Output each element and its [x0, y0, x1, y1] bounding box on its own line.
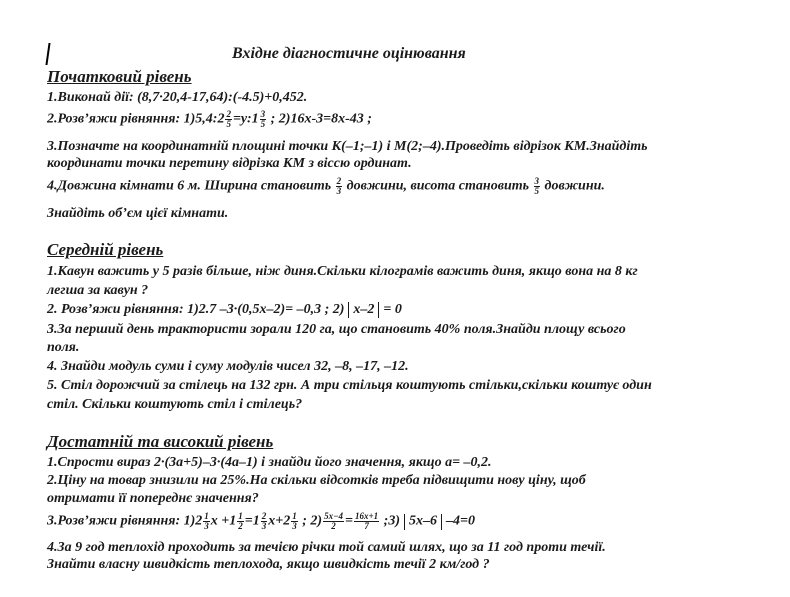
- document-title: Вхідне діагностичне оцінювання: [232, 45, 466, 62]
- abs-bar: [441, 514, 442, 530]
- task-3-2-line1: 2.Ціну на товар знизили на 25%.На скільки відсотків треба підвищити нову ціну, щоб: [47, 473, 586, 488]
- abs-bar: [348, 302, 349, 318]
- fraction: $\frac{16х+1}{7}$: [355, 511, 379, 531]
- task-2-1-line1: 1.Кавун важить у 5 разів більше, ніж диня.Скільки кілограмів важить диня, якщо вона на 8 кг: [47, 264, 638, 279]
- text-cursor: [45, 43, 50, 65]
- task-3-4-line1: 4.За 9 год теплохід проходить за течією річки той самий шлях, що за 11 год проти течії.: [47, 540, 606, 555]
- task-1-3-line2: координати точки перетину відрізка КМ з віссю ординат.: [47, 156, 412, 171]
- abs-bar: [378, 302, 379, 318]
- fraction: $\frac{2}{3}$: [336, 176, 342, 196]
- task-2-1-line2: легша за кавун ?: [47, 283, 149, 298]
- fraction: $\frac{2}{5}$: [226, 109, 231, 129]
- heading-middle-level: Середній рівень: [47, 240, 164, 259]
- fraction: $\frac{1}{3}$: [292, 511, 297, 531]
- fraction: $\frac{1}{3}$: [204, 511, 209, 531]
- task-3-4-line2: Знайти власну швидкість теплохода, якщо швидкість течії 2 км/год ?: [47, 557, 490, 572]
- fraction: $\frac{5х-4}{2}$: [324, 511, 344, 531]
- task-1-2: 2.Розв’яжи рівняння: 1)5,4:2 $\frac{2}{5}$ =у:1 $\frac{3}{5}$ ; 2)16х-3=8х-43 ;: [47, 109, 372, 129]
- task-3-3: 3.Розв’яжи рівняння: 1)2 $\frac{1}{3}$ х +1 $\frac{1}{2}$ =1 $\frac{2}{3}$ х+2 $\frac{1}{3}$ ; 2) $\frac{5х-4}{2}$ = $\frac{16х+1}{7}$ ;3) 5х–6 –4=0: [47, 511, 475, 531]
- abs-bar: [404, 514, 405, 530]
- fraction: $\frac{1}{2}$: [238, 511, 243, 531]
- task-1-3-line1: 3.Позначте на координатній площині точки К(–1;–1) і М(2;–4).Проведіть відрізок КМ.Знайдіть: [47, 139, 648, 154]
- task-2-3-line2: поля.: [47, 340, 80, 355]
- fraction: $\frac{2}{3}$: [261, 511, 267, 531]
- task-3-1: 1.Спрости вираз 2∙(3а+5)–3∙(4а–1) і знайди його значення, якщо а= –0,2.: [47, 455, 492, 470]
- task-2-3-line1: 3.За перший день трактористи зорали 120 га, що становить 40% поля.Знайди площу всього: [47, 322, 626, 337]
- heading-advanced-level: Достатній та високий рівень: [47, 432, 274, 451]
- task-1-4: 4.Довжина кімнати 6 м. Ширина становить $\frac{2}{3}$ довжини, висота становить $\frac{3}{5}$ довжини.: [47, 176, 605, 196]
- task-2-5-line1: 5. Стіл дорожчий за стілець на 132 грн. А три стільця коштують стільки,скільки коштує один: [47, 378, 652, 393]
- fraction: $\frac{3}{5}$: [260, 109, 266, 129]
- fraction: $\frac{3}{5}$: [534, 176, 540, 196]
- task-2-5-line2: стіл. Скільки коштують стіл і стілець?: [47, 397, 303, 412]
- task-3-2-line2: отримати її попереднє значення?: [47, 491, 259, 506]
- task-2-4: 4. Знайди модуль суми і суму модулів чисел 32, –8, –17, –12.: [47, 359, 409, 374]
- heading-initial-level: Початковий рівень: [47, 67, 192, 86]
- task-1-4-line2: Знайдіть об’єм цієї кімнати.: [47, 206, 229, 221]
- task-2-2: 2. Розв’яжи рівняння: 1)2.7 –3∙(0,5х–2)= –0,3 ; 2) х–2 = 0: [47, 302, 402, 318]
- task-1-1: 1.Виконай дії: (8,7∙20,4-17,64):(-4.5)+0,452.: [47, 90, 308, 105]
